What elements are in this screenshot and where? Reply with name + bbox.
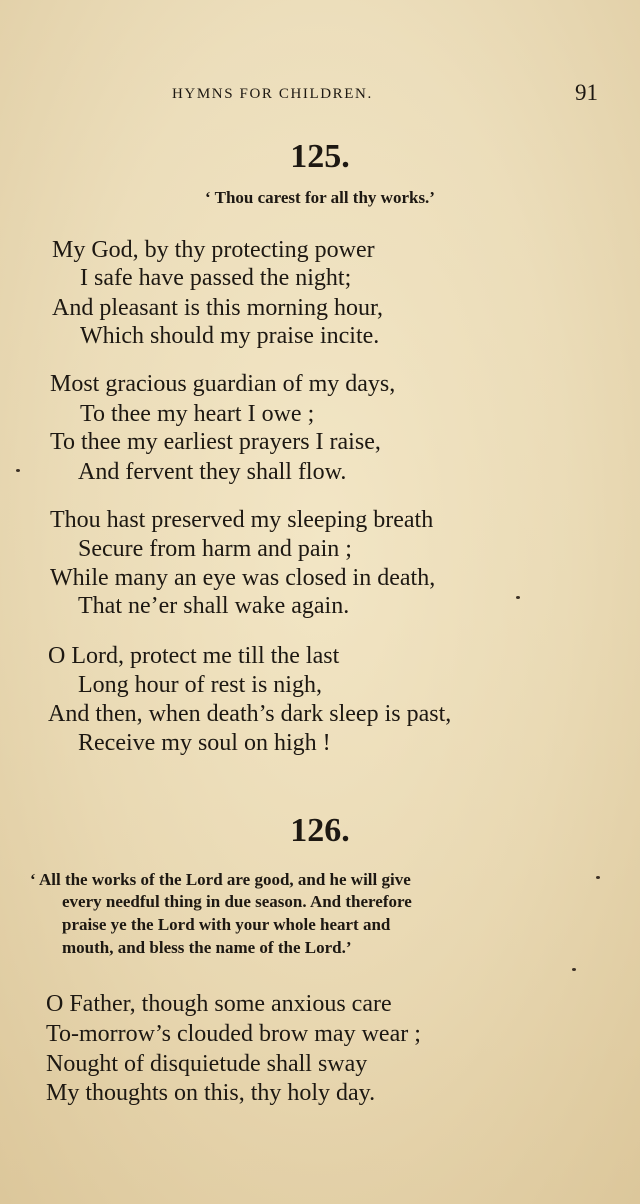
epigraph-line: ‘ All the works of the Lord are good, and he will give — [30, 870, 411, 889]
hymn-125-epigraph: ‘ Thou carest for all thy works.’ — [205, 188, 435, 207]
verse-line: And fervent they shall flow. — [78, 459, 347, 485]
verse-line: That ne’er shall wake again. — [78, 593, 350, 619]
running-head: HYMNS FOR CHILDREN. — [172, 86, 373, 102]
verse-line: My thoughts on this, thy holy day. — [46, 1080, 376, 1106]
verse-line: O Lord, protect me till the last — [48, 643, 340, 669]
verse-line: My God, by thy protecting power — [52, 237, 375, 263]
print-speck — [516, 596, 520, 599]
hymn-number-126: 126. — [290, 812, 350, 849]
verse-line: While many an eye was closed in death, — [50, 565, 436, 591]
verse-line: Nought of disquietude shall sway — [46, 1051, 368, 1077]
verse-line: And pleasant is this morning hour, — [52, 295, 384, 321]
verse-line: Receive my soul on high ! — [78, 730, 331, 756]
print-speck — [572, 968, 576, 971]
verse-line: To thee my earliest prayers I raise, — [50, 429, 381, 455]
print-speck — [596, 876, 600, 879]
hymn-number-125: 125. — [290, 138, 350, 175]
verse-line: To-morrow’s clouded brow may wear ; — [46, 1021, 421, 1047]
epigraph-line: mouth, and bless the name of the Lord.’ — [62, 938, 352, 957]
verse-line: To thee my heart I owe ; — [80, 401, 315, 427]
verse-line: O Father, though some anxious care — [46, 991, 392, 1017]
verse-line: Most gracious guardian of my days, — [50, 371, 396, 397]
epigraph-line: praise ye the Lord with your whole heart and — [62, 915, 391, 934]
epigraph-line: every needful thing in due season. And therefore — [62, 892, 412, 911]
verse-line: Thou hast preserved my sleeping breath — [50, 507, 434, 533]
print-speck — [16, 469, 20, 472]
verse-line: And then, when death’s dark sleep is past, — [48, 701, 452, 727]
page-header — [0, 80, 640, 108]
page-number: 91 — [575, 80, 598, 105]
verse-line: Long hour of rest is nigh, — [78, 672, 322, 698]
verse-line: I safe have passed the night; — [80, 265, 352, 291]
verse-line: Secure from harm and pain ; — [78, 536, 352, 562]
verse-line: Which should my praise incite. — [80, 323, 380, 349]
